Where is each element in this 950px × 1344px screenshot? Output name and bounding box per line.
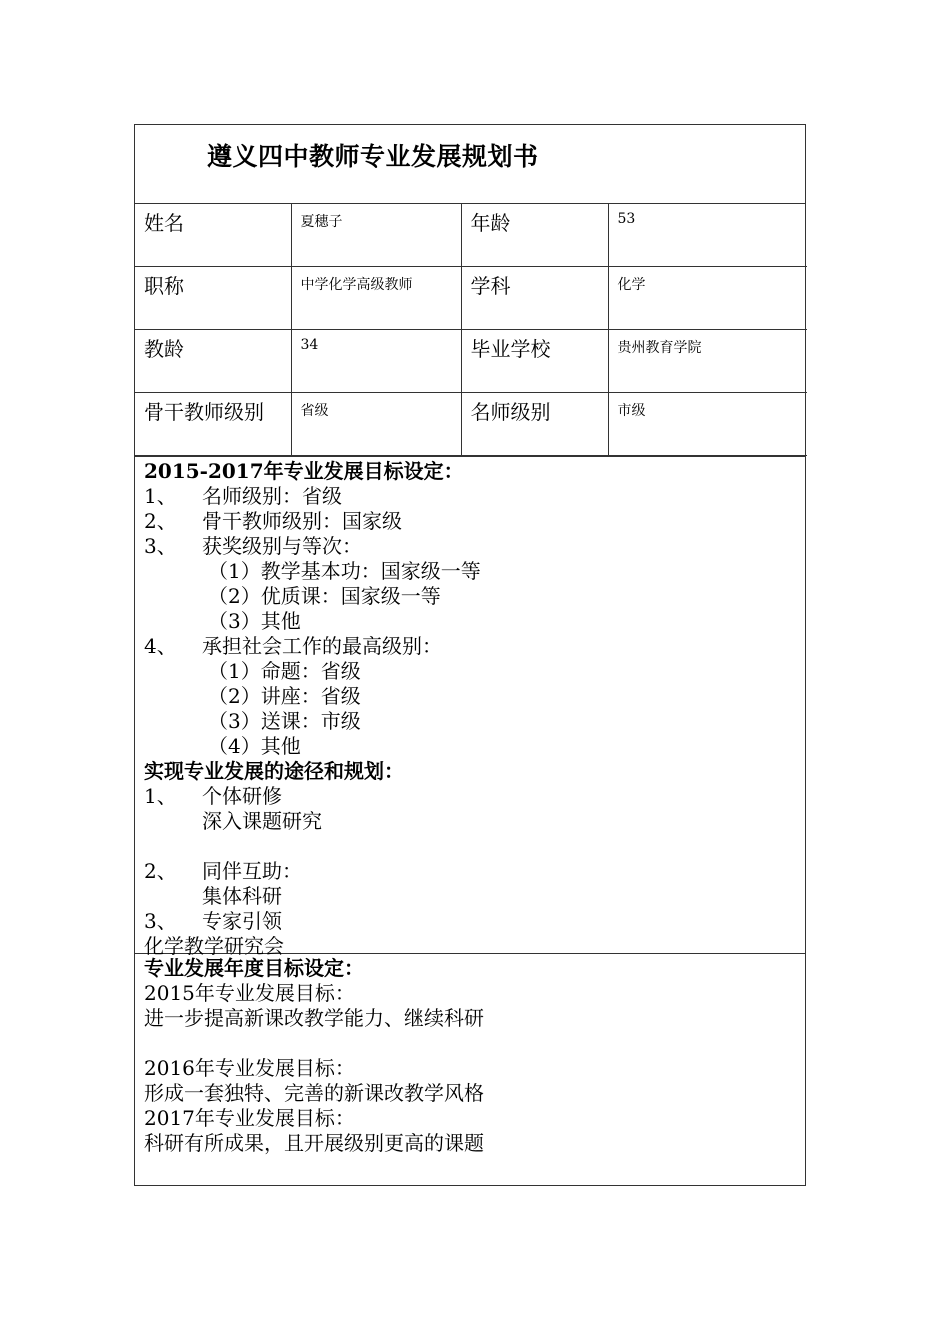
table-row [135,330,807,393]
sub-item: （4）其他 [208,734,301,758]
subject-value: 化学 [608,267,807,330]
item-text: 名师级别：省级 [202,484,342,508]
sub-item: （2）优质课：国家级一等 [208,584,441,608]
sub-item: （1）教学基本功：国家级一等 [208,559,481,583]
year-2016-label: 2016年专业发展目标： [144,1056,355,1080]
document-title: 遵义四中教师专业发展规划书 [207,142,539,171]
age-value: 53 [608,204,807,267]
famous-value: 市级 [608,393,807,456]
paths-heading: 实现专业发展的途径和规划： [144,759,404,783]
title-row [135,125,805,204]
title-label: 职称 [135,267,291,330]
annual-heading: 专业发展年度目标设定： [144,956,364,980]
goals-heading: 2015-2017年专业发展目标设定： [144,459,464,483]
school-label: 毕业学校 [461,330,608,393]
teaching-years-value: 34 [291,330,461,393]
list-item [144,484,805,509]
backbone-label: 骨干教师级别 [135,393,291,456]
sub-item: （2）讲座：省级 [208,684,361,708]
famous-label: 名师级别 [461,393,608,456]
year-2017-text: 科研有所成果，且开展级别更高的课题 [144,1131,484,1155]
name-label: 姓名 [135,204,291,267]
year-2015-label: 2015年专业发展目标： [144,981,355,1005]
item-text: 专家引领 [202,909,282,933]
age-label: 年龄 [461,204,608,267]
list-item [144,859,805,884]
list-item [144,784,805,809]
item-text: 个体研修 [202,784,282,808]
year-2017-label: 2017年专业发展目标： [144,1106,355,1130]
sub-item: （1）命题：省级 [208,659,361,683]
list-item [144,534,805,559]
item-number: 1、 [144,784,177,808]
item-detail: 化学教学研究会 [144,934,284,958]
list-item [144,509,805,534]
spacer [144,834,805,859]
annual-section [135,953,805,1185]
sub-item: （3）送课：市级 [208,709,361,733]
title-value: 中学化学高级教师 [291,267,461,330]
teaching-years-label: 教龄 [135,330,291,393]
year-2015-text: 进一步提高新课改教学能力、继续科研 [144,1006,484,1030]
item-detail: 深入课题研究 [202,809,322,833]
item-detail: 集体科研 [202,884,282,908]
name-value: 夏穗子 [291,204,461,267]
table-row [135,204,807,267]
list-item [144,634,805,659]
subject-label: 学科 [461,267,608,330]
sub-item: （3）其他 [208,609,301,633]
item-text: 获奖级别与等次： [202,534,362,558]
item-number: 1、 [144,484,177,508]
item-number: 2、 [144,509,177,533]
year-2016-text: 形成一套独特、完善的新课改教学风格 [144,1081,484,1105]
item-number: 4、 [144,634,177,658]
item-text: 骨干教师级别：国家级 [202,509,402,533]
table-row [135,393,807,456]
info-table [135,204,807,456]
item-text: 同伴互助： [202,859,302,883]
item-text: 承担社会工作的最高级别： [202,634,442,658]
item-number: 2、 [144,859,177,883]
list-item [144,909,805,934]
table-row [135,267,807,330]
plan-document [134,124,806,1186]
school-value: 贵州教育学院 [608,330,807,393]
backbone-value: 省级 [291,393,461,456]
item-number: 3、 [144,534,177,558]
item-number: 3、 [144,909,177,933]
spacer [144,1031,805,1056]
goals-section [135,456,805,958]
